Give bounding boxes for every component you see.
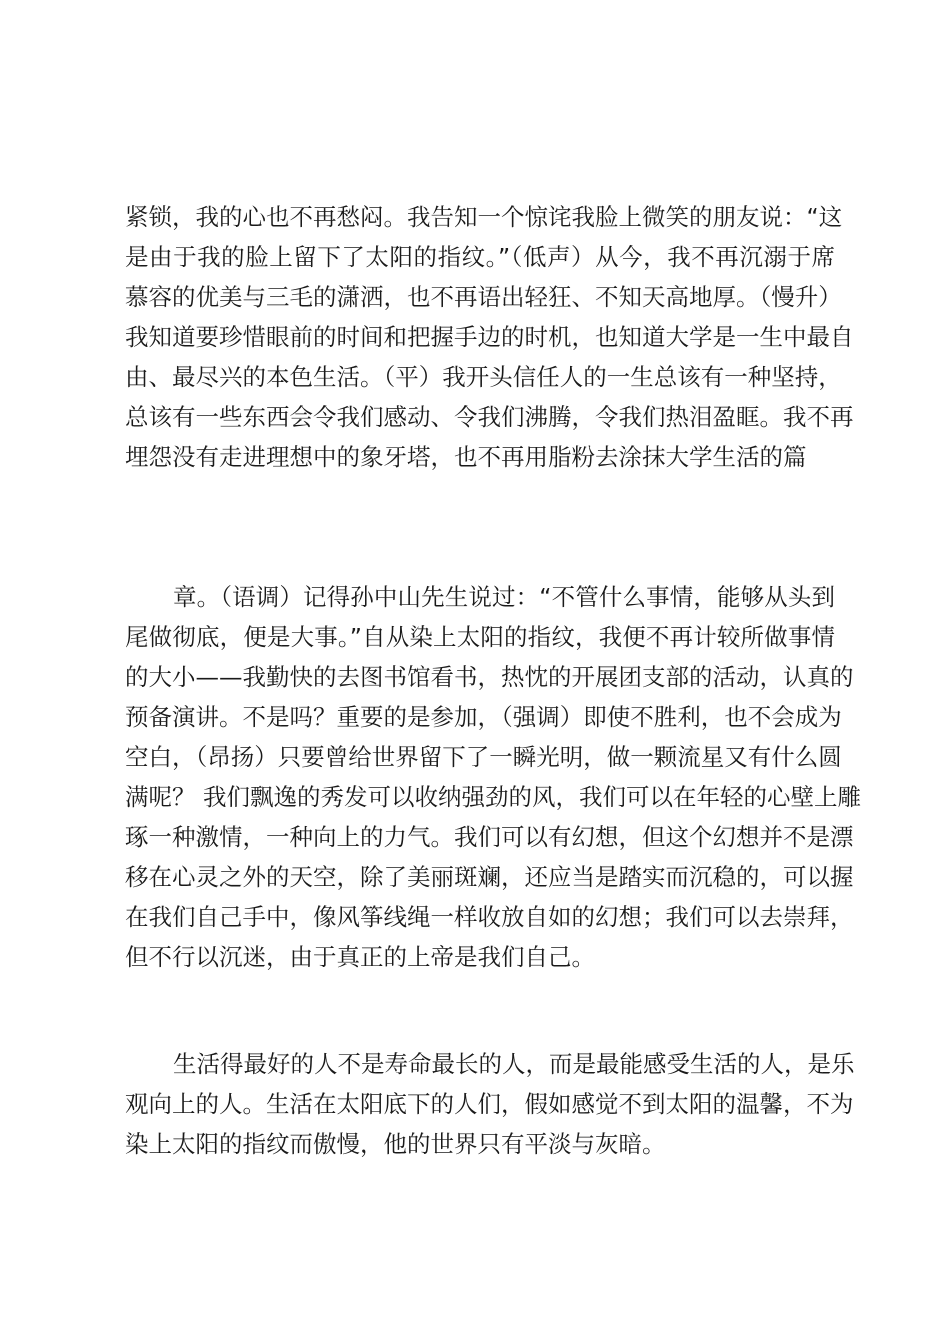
paragraph-3: [125, 1044, 855, 1164]
text-line: 由、最尽兴的本色生活。（平）我开头信任人的一生总该有一种坚持，: [125, 363, 842, 391]
text-line: 预备演讲。不是吗？重要的是参加，（强调）即使不胜利，也不会成为: [125, 703, 842, 731]
text-line: 生活得最好的人不是寿命最长的人，而是最能感受生活的人，是乐: [173, 1050, 855, 1078]
paragraph-1: [125, 197, 854, 477]
text-line: 的大小——我勤快的去图书馆看书，热忱的开展团支部的活动，认真的: [125, 663, 854, 691]
text-line: 尾做彻底，便是大事。”自从染上太阳的指纹，我便不再计较所做事情: [125, 623, 835, 651]
text-line: 琢一种激情，一种向上的力气。我们可以有幻想，但这个幻想并不是漂: [125, 823, 854, 851]
text-line: 埋怨没有走进理想中的象牙塔，也不再用脂粉去涂抹大学生活的篇: [125, 443, 807, 471]
text-line: 总该有一些东西会令我们感动、令我们沸腾，令我们热泪盈眶。我不再: [125, 403, 854, 431]
text-line: 慕容的优美与三毛的潇洒，也不再语出轻狂、不知天高地厚。（慢升）: [125, 283, 842, 311]
paragraph-2: [125, 577, 861, 977]
text-line: 移在心灵之外的天空，除了美丽斑斓，还应当是踏实而沉稳的，可以握: [125, 863, 854, 891]
text-line: 章。（语调）记得孙中山先生说过：“不管什么事情，能够从头到: [173, 583, 835, 611]
text-line: 是由于我的脸上留下了太阳的指纹。”（低声）从今，我不再沉溺于席: [125, 243, 835, 271]
text-line: 染上太阳的指纹而傲慢，他的世界只有平淡与灰暗。: [125, 1130, 666, 1158]
text-line: 在我们自己手中，像风筝线绳一样收放自如的幻想；我们可以去崇拜，: [125, 903, 854, 931]
text-line: 观向上的人。生活在太阳底下的人们，假如感觉不到太阳的温馨，不为: [125, 1090, 854, 1118]
text-line: 但不行以沉迷，由于真正的上帝是我们自己。: [125, 943, 595, 971]
text-line: 空白，（昂扬）只要曾给世界留下了一瞬光明，做一颗流星又有什么圆: [125, 743, 842, 771]
text-line: 我知道要珍惜眼前的时间和把握手边的时机，也知道大学是一生中最自: [125, 323, 854, 351]
text-line: 满呢？ 我们飘逸的秀发可以收纳强劲的风，我们可以在年轻的心壁上雕: [125, 783, 861, 811]
text-line: 紧锁，我的心也不再愁闷。我告知一个惊诧我脸上微笑的朋友说：“这: [125, 203, 843, 231]
